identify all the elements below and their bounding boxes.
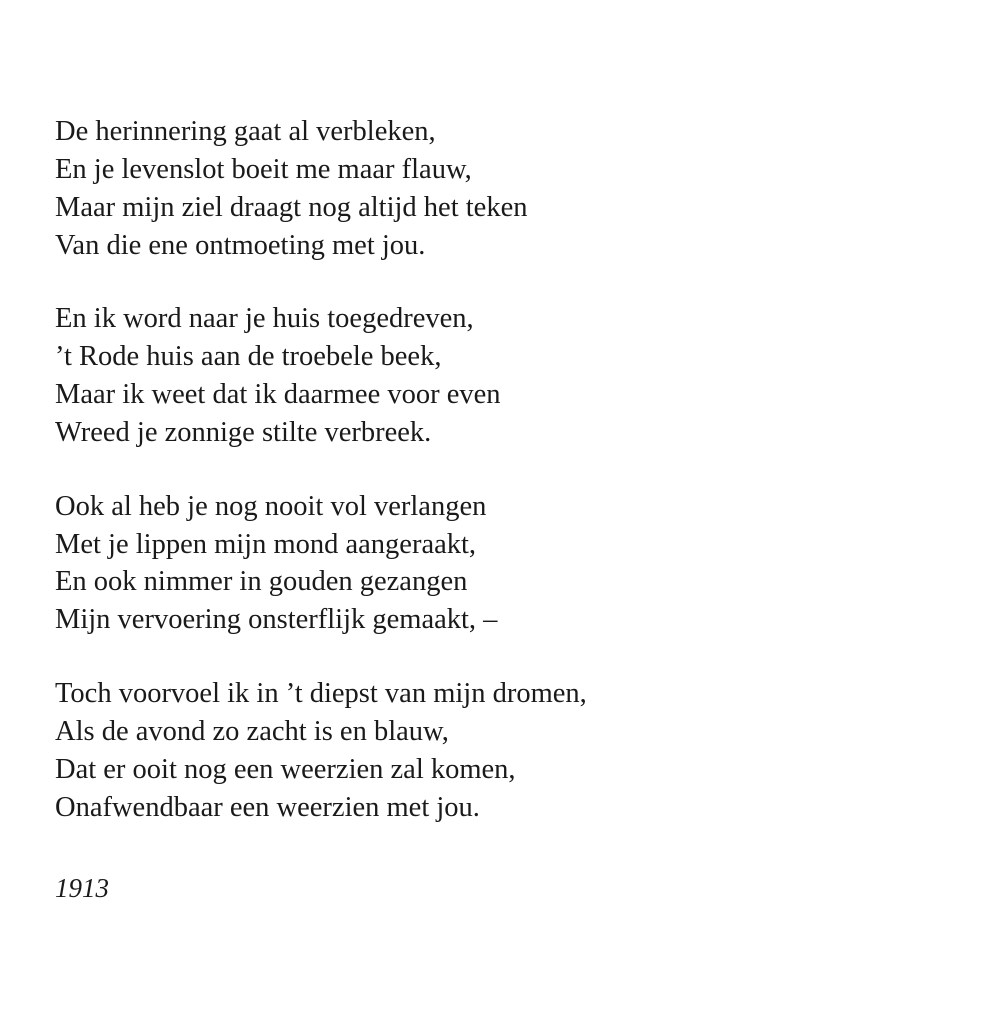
poem-line: Ook al heb je nog nooit vol verlangen: [55, 490, 487, 522]
poem-line: Maar mijn ziel draagt nog altijd het teken: [55, 191, 528, 223]
poem-line: En je levenslot boeit me maar flauw,: [55, 153, 472, 185]
stanza-3: [55, 488, 955, 640]
poem-line: Wreed je zonnige stilte verbreek.: [55, 417, 432, 449]
poem-line: Met je lippen mijn mond aangeraakt,: [55, 528, 477, 560]
poem-line: En ik word naar je huis toegedreven,: [55, 303, 474, 335]
poem-line: Toch voorvoel ik in ’t diepst van mijn dromen,: [55, 677, 587, 709]
poem-line: Van die ene ontmoeting met jou.: [55, 229, 426, 261]
poem-line: Als de avond zo zacht is en blauw,: [55, 715, 449, 747]
poem-line: Dat er ooit nog een weerzien zal komen,: [55, 753, 516, 785]
stanza-4: [55, 675, 955, 827]
poem-text: [55, 113, 955, 862]
poem-line: De herinnering gaat al verbleken,: [55, 116, 436, 147]
poem-line: Mijn vervoering onsterflijk gemaakt, –: [55, 604, 498, 636]
poem-line: En ook nimmer in gouden gezangen: [55, 566, 468, 598]
stanza-2: [55, 300, 955, 452]
poem-line: ’t Rode huis aan de troebele beek,: [55, 341, 442, 373]
poem-line: Onafwendbaar een weerzien met jou.: [55, 791, 480, 823]
poem-year: 1913: [55, 873, 109, 903]
poem-line: Maar ik weet dat ik daarmee voor even: [55, 379, 501, 411]
stanza-1: [55, 113, 955, 265]
